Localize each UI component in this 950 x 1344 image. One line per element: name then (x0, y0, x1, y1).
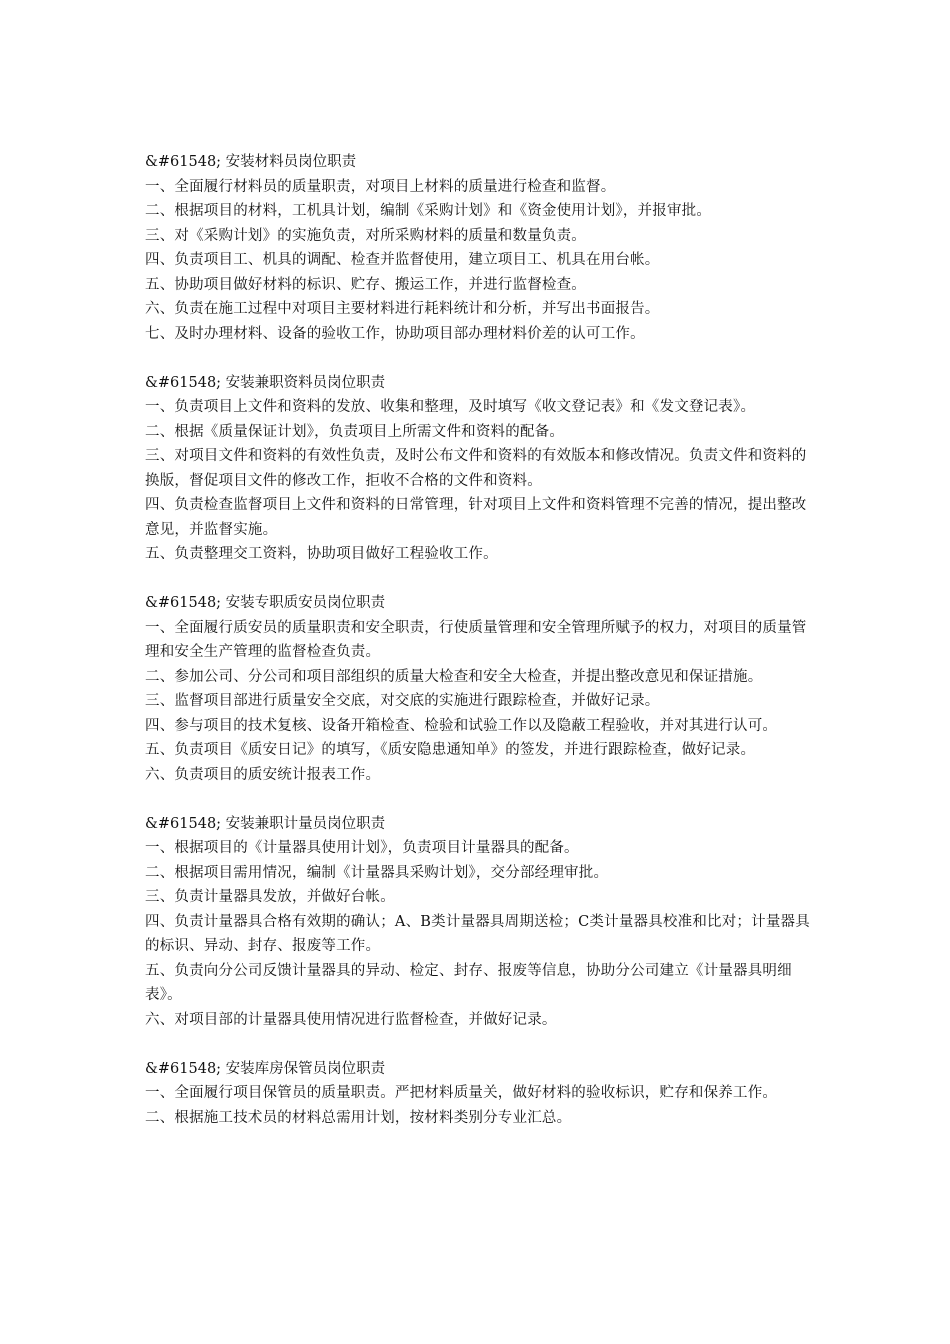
section-heading: &#61548; 安装材料员岗位职责 (145, 154, 357, 170)
document-page (145, 150, 815, 1155)
duty-line: 一、根据项目的《计量器具使用计划》，负责项目计量器具的配备。 (145, 840, 579, 856)
duty-line: 四、负责计量器具合格有效期的确认；A、B类计量器具周期送检；C类计量器具校准和比对；计量器具的标识、异动、封存、报废等工作。 (145, 913, 810, 954)
section-metrology-clerk (145, 812, 815, 1033)
duty-line: 二、参加公司、分公司和项目部组织的质量大检查和安全大检查，并提出整改意见和保证措施。 (145, 668, 763, 685)
section-quality-safety-officer (145, 591, 815, 787)
duty-line: 一、全面履行质安员的质量职责和安全职责，行使质量管理和安全管理所赋予的权力，对项目的质量管理和安全生产管理的监督检查负责。 (145, 619, 807, 660)
duty-line: 五、协助项目做好材料的标识、贮存、搬运工作，并进行监督检查。 (145, 276, 586, 293)
section-material-clerk (145, 150, 815, 346)
section-document-clerk (145, 371, 815, 567)
duty-line: 四、负责检查监督项目上文件和资料的日常管理，针对项目上文件和资料管理不完善的情况，提出整改意见，并监督实施。 (145, 497, 807, 538)
duty-line: 六、对项目部的计量器具使用情况进行监督检查，并做好记录。 (145, 1011, 557, 1028)
duty-line: 六、负责项目的质安统计报表工作。 (145, 766, 381, 783)
duty-line: 五、负责项目《质安日记》的填写，《质安隐患通知单》的签发，并进行跟踪检查，做好记录。 (145, 742, 756, 758)
duty-line: 三、对《采购计划》的实施负责，对所采购材料的质量和数量负责。 (145, 227, 586, 244)
section-warehouse-keeper (145, 1057, 815, 1131)
duty-line: 一、全面履行材料员的质量职责，对项目上材料的质量进行检查和监督。 (145, 178, 616, 195)
duty-line: 二、根据项目需用情况，编制《计量器具采购计划》，交分部经理审批。 (145, 864, 609, 881)
duty-line: 二、根据《质量保证计划》，负责项目上所需文件和资料的配备。 (145, 423, 565, 440)
duty-line: 二、根据施工技术员的材料总需用计划，按材料类别分专业汇总。 (145, 1109, 572, 1126)
duty-line: 六、负责在施工过程中对项目主要材料进行耗料统计和分析，并写出书面报告。 (145, 301, 660, 317)
duty-line: 一、负责项目上文件和资料的发放、收集和整理，及时填写《收文登记表》和《发文登记表》。 (145, 399, 756, 415)
section-heading: &#61548; 安装兼职计量员岗位职责 (145, 815, 386, 832)
duty-line: 七、及时办理材料、设备的验收工作，协助项目部办理材料价差的认可工作。 (145, 325, 645, 342)
duty-line: 三、负责计量器具发放，并做好台帐。 (145, 889, 395, 905)
duty-line: 五、负责向分公司反馈计量器具的异动、检定、封存、报废等信息，协助分公司建立《计量器具明细表》。 (145, 962, 792, 1003)
duty-line: 一、全面履行项目保管员的质量职责。严把材料质量关，做好材料的验收标识，贮存和保养工作。 (145, 1085, 778, 1101)
duty-line: 四、参与项目的技术复核、设备开箱检查、检验和试验工作以及隐蔽工程验收，并对其进行认可。 (145, 717, 778, 734)
section-heading: &#61548; 安装专职质安员岗位职责 (145, 595, 386, 611)
duty-line: 三、监督项目部进行质量安全交底，对交底的实施进行跟踪检查，并做好记录。 (145, 693, 660, 709)
section-heading: &#61548; 安装库房保管员岗位职责 (145, 1060, 386, 1077)
section-heading: &#61548; 安装兼职资料员岗位职责 (145, 374, 386, 391)
duty-line: 二、根据项目的材料，工机具计划，编制《采购计划》和《资金使用计划》，并报审批。 (145, 203, 712, 219)
duty-line: 五、负责整理交工资料，协助项目做好工程验收工作。 (145, 546, 498, 562)
duty-line: 三、对项目文件和资料的有效性负责，及时公布文件和资料的有效版本和修改情况。负责文件和资料的换版，督促项目文件的修改工作，拒收不合格的文件和资料。 (145, 448, 807, 489)
duty-line: 四、负责项目工、机具的调配、检查并监督使用，建立项目工、机具在用台帐。 (145, 252, 660, 268)
